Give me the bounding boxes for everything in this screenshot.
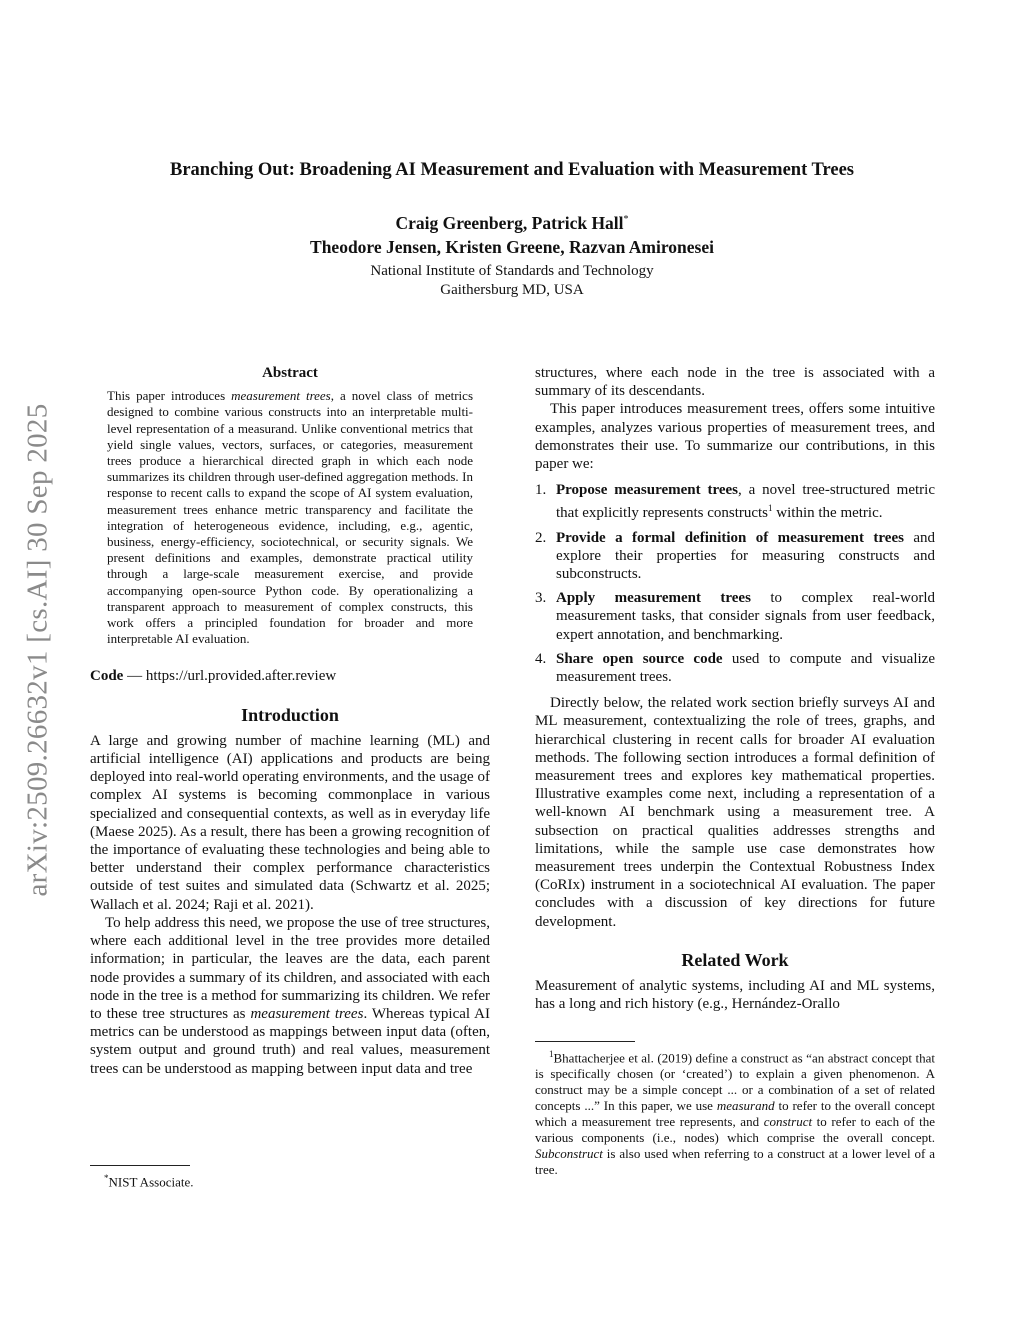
abstract-text (107, 388, 473, 647)
left-footnote (90, 1157, 490, 1190)
footnote-text-a: Bhattacherjee et al. (2019) define a construct as “an abstract concept that is specifically chosen (or ‘created’) to explain a given phenomenon. A construct may be a simple concept ... or a combination of a set of related concepts ...” In this paper, we use (535, 1050, 935, 1114)
intro-p2-a: To help address this need, we propose the use of tree structures, where each additional level in the tree provides more detailed information; in particular, the leaves are the data, each parent node provides a summary of its children, and associated with each node in the tree is a method for summarizing its children. We refer to these tree structures as (90, 914, 490, 1022)
list-item-text: used to compute and visualize measurement trees. (556, 650, 935, 686)
list-item-text-tail: within the metric. (772, 505, 883, 522)
contribution-list (535, 481, 935, 686)
affiliation-line-2: Gaithersburg MD, USA (440, 282, 584, 298)
intro-paragraph-4: This paper introduces measurement trees, offers some intuitive examples, analyzes various properties of measurement trees, and demonstrates their use. To summarize our contributions, in this paper we: (535, 401, 935, 473)
code-dash: — (123, 668, 146, 685)
paper-title: Branching Out: Broadening AI Measurement and Evaluation with Measurement Trees (169, 160, 855, 180)
intro-paragraph-3: structures, where each node in the tree is associated with a summary of its descendants. (535, 365, 935, 400)
list-item-bold: Share open source code (556, 650, 723, 667)
list-item (535, 481, 935, 522)
abstract-heading: Abstract (262, 365, 318, 381)
affiliation-line-1: National Institute of Standards and Technology (370, 263, 654, 279)
list-number: 1. (535, 482, 547, 499)
arxiv-identifier-text: arXiv:2509.26632v1 [cs.AI] 30 Sep 2025 (21, 403, 54, 897)
abstract-emphasis: measurement trees (231, 388, 331, 404)
footnote-text-b: to refer to the overall concept which a measurement tree represents, and (535, 1098, 935, 1130)
abstract-text-a: This paper introduces (107, 388, 232, 404)
code-label: Code (90, 668, 124, 685)
footnote-rule (90, 1165, 190, 1166)
list-number: 2. (535, 529, 547, 546)
author-mark: * (623, 214, 629, 225)
list-item-text: and explore their properties for measuring constructs and subconstructs. (556, 529, 935, 583)
footnote-nist-text: NIST Associate. (108, 1174, 194, 1190)
code-line (90, 667, 490, 685)
list-item-bold: Provide a formal definition of measurement trees (556, 529, 904, 546)
list-item-text: , a novel tree-structured metric that explicitly represents constructs (556, 482, 935, 522)
affiliation (0, 262, 1024, 300)
abstract-text-b: , a novel class of metrics designed to combine various constructs into an interpretable multi-level representation of a measurand. Unlike conventional metrics that yield single values, vectors, surfaces, or categories, measurement trees produce a hierarchical directed graph in which each node summarizes its children through user-defined aggregation methods. In response to recent calls to expand the scope of AI system evaluation, measurement trees enhance metric transparency and facilitate the integration of heterogeneous evidence, including, e.g., agentic, business, energy-efficiency, sociotechnical, or security signals. We present definitions and examples, demonstrate practical utility through a large-scale measurement exercise, and provide accompanying open-source Python code. By operationalizing a transparent approach to measurement of complex constructs, this work offers a principled foundation for broader and more interpretable AI evaluation. (107, 388, 473, 647)
footnote-emphasis-1: measurand (716, 1098, 775, 1114)
author-names-1: Craig Greenberg, Patrick Hall (395, 212, 624, 233)
footnote-text-c: to refer to each of the various components (i.e., nodes) which comprise the overall concept. (535, 1114, 935, 1146)
right-footnote (535, 1033, 935, 1178)
list-item (535, 589, 935, 644)
author-line-2: Theodore Jensen, Kristen Greene, Razvan Amironesei (310, 236, 714, 257)
footnote-construct (535, 1046, 935, 1178)
intro-paragraph-2 (90, 914, 490, 1078)
introduction-heading: Introduction (241, 704, 339, 725)
code-url-link[interactable]: https://url.provided.after.review (145, 668, 337, 685)
intro-paragraph-1: A large and growing number of machine learning (ML) and artificial intelligence (AI) applications and products are being deployed into real-world operating environments, and the usage of complex AI systems is becoming commonplace in various specialized and consequential contexts, as well as in everyday life (Maese 2025). As a result, there has been a growing recognition of the importance of evaluating these technologies and being able to better understand their complex performance characteristics outside of test suites and simulated data (Schwartz et al. 2025; Wallach et al. 2024; Raji et al. 2021). (90, 732, 490, 913)
footnote-ref: 1 (768, 503, 773, 514)
list-item-text: to complex real-world measurement tasks, that consider signals from user feedback, expert annotation, and benchmarking. (556, 590, 935, 643)
intro-paragraph-5: Directly below, the related work section briefly surveys AI and ML measurement, contextualizing the role of trees, graphs, and hierarchical clustering in recent calls for broader AI evaluation methods. The following section introduces a formal definition of measurement trees and explores key mathematical properties. Illustrative examples come next, including a representation of a well-known AI benchmark using a measurement tree. A subsection on practical qualities addresses strengths and limitations, while the sample use case demonstrates how measurement trees underpin the Contextual Robustness Index (CoRIx) instrument in a sociotechnical AI evaluation. The paper concludes with a discussion of key directions for future development. (535, 695, 935, 930)
list-item-bold: Propose measurement trees (556, 482, 739, 499)
footnote-mark: * (104, 1173, 109, 1183)
intro-p2-emphasis: measurement trees (250, 1005, 364, 1022)
list-number: 3. (535, 590, 547, 607)
list-number: 4. (535, 650, 547, 667)
footnote-mark: 1 (549, 1049, 554, 1059)
list-item (535, 529, 935, 584)
left-column (90, 364, 490, 1078)
list-item (535, 650, 935, 686)
author-list (0, 208, 1024, 259)
footnote-emphasis-3: Subconstruct (535, 1146, 603, 1162)
intro-p2-b: . Whereas typical AI metrics can be understood as mappings between input data (often, system output and ground truth) and real values, measurement trees can be understood as mapping between input data and tree (90, 1005, 491, 1077)
footnote-rule (535, 1041, 635, 1042)
right-column (535, 364, 935, 1014)
footnote-emphasis-2: construct (763, 1114, 813, 1130)
list-item-bold: Apply measurement trees (556, 590, 751, 607)
footnote-nist (90, 1170, 490, 1190)
author-line-1 (0, 208, 1024, 235)
footnote-text-d: is also used when referring to a construct at a lower level of a tree. (535, 1146, 935, 1178)
related-work-heading: Related Work (681, 949, 789, 970)
related-work-paragraph: Measurement of analytic systems, including AI and ML systems, has a long and rich history (e.g., Hernández-Orallo (535, 978, 935, 1013)
